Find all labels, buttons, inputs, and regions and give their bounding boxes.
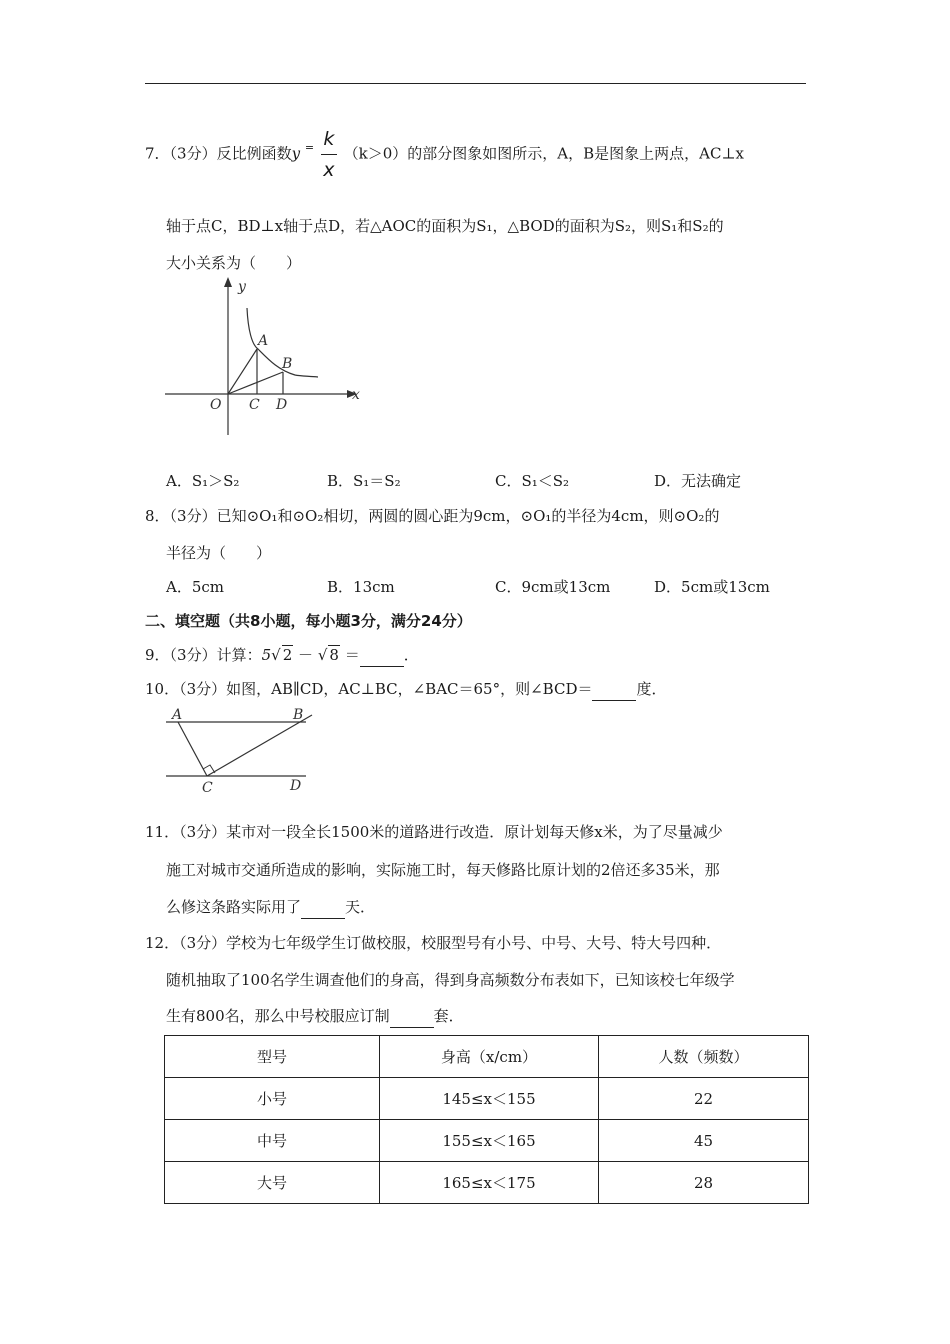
q9-sqrt-sign-b: √ [317, 646, 328, 664]
q7-y-var: y [291, 144, 301, 163]
table-header-cell: 人数（频数） [599, 1036, 809, 1078]
q9-coef: 5 [261, 646, 272, 664]
q11-line2: 施工对城市交通所造成的影响，实际施工时，每天修路比原计划的2倍还多35米，那 [166, 861, 720, 879]
q7-segment-ob [228, 372, 283, 394]
q8-option-c: C．9cm或13cm [495, 578, 611, 596]
q7-line1 [145, 126, 744, 183]
q7-line2: 轴于点C，BD⊥x轴于点D，若△AOC的面积为S₁，△BOD的面积为S₂，则S₁和S₂的 [166, 217, 724, 235]
table-cell: 大号 [165, 1162, 380, 1204]
q8-option-b: B．13cm [327, 578, 395, 596]
table-header-cell: 型号 [165, 1036, 380, 1078]
q7-option-a: A．S₁＞S₂ [166, 472, 240, 490]
q8-line2: 半径为（ ） [166, 544, 272, 562]
q7-label-d: D [276, 397, 288, 413]
q7-y-arrow [224, 277, 232, 287]
q12-answer-blank [390, 1009, 434, 1028]
table-cell: 22 [599, 1078, 809, 1120]
table-row [165, 1162, 809, 1204]
q7-frac-num: k [323, 128, 335, 150]
q10-answer-blank [592, 682, 636, 701]
table-cell: 165≤x＜175 [380, 1162, 599, 1204]
q10-line [145, 678, 667, 701]
q9-stem: 9．（3分）计算： [145, 646, 262, 664]
q11-line3-text: 么修这条路实际用了 [166, 898, 302, 916]
table-cell: 45 [599, 1120, 809, 1162]
table-header-cell: 身高（x/cm） [380, 1036, 599, 1078]
table-header-row [165, 1036, 809, 1078]
q9-sqrt-sign-a: √ [271, 646, 281, 664]
table-cell: 28 [599, 1162, 809, 1204]
q10-label-a: A [172, 707, 183, 723]
table-cell: 155≤x＜165 [380, 1120, 599, 1162]
q7-label-o: O [210, 397, 222, 413]
q7-frac-bar [321, 154, 337, 155]
q8-option-d: D．5cm或13cm [654, 578, 770, 596]
q9-minus: － [298, 646, 314, 664]
q7-segment-oa [228, 349, 257, 394]
q9-equals: ＝ [344, 646, 360, 664]
q7-frac-den: x [323, 159, 335, 181]
q7-label-a: A [258, 333, 269, 349]
q7-label-x: x [352, 387, 360, 403]
q7-option-c: C．S₁＜S₂ [495, 472, 570, 490]
q11-line1: 11．（3分）某市对一段全长1500米的道路进行改造．原计划每天修x米，为了尽量减少 [145, 823, 723, 841]
q7-fraction [321, 126, 337, 183]
table-row [165, 1120, 809, 1162]
q10-segment-bc [207, 715, 312, 776]
q7-option-b: B．S₁＝S₂ [327, 472, 401, 490]
q11-answer-blank [301, 900, 345, 919]
q7-option-d: D．无法确定 [654, 472, 742, 490]
table-cell: 145≤x＜155 [380, 1078, 599, 1120]
q7-eq: = [304, 140, 315, 154]
q12-end: 套． [433, 1007, 464, 1025]
table-cell: 中号 [165, 1120, 380, 1162]
q12-line1: 12．（3分）学校为七年级学生订做校服，校服型号有小号、中号、大号、特大号四种． [145, 934, 722, 952]
q7-label-c: C [249, 397, 260, 413]
q7-figure [160, 275, 370, 440]
q12-line3 [166, 1005, 464, 1028]
q7-label-b: B [282, 356, 293, 372]
header-rule [145, 83, 806, 84]
height-frequency-table [164, 1035, 809, 1204]
section-2-heading: 二、填空题（共8小题，每小题3分，满分24分） [145, 612, 472, 630]
q9-radicand-a: 2 [282, 646, 293, 664]
q10-label-d: D [290, 778, 302, 794]
q7-stem-a: 7．（3分）反比例函数 [145, 144, 292, 163]
q12-line2: 随机抽取了100名学生调查他们的身高，得到身高频数分布表如下，已知该校七年级学 [166, 971, 735, 989]
q10-label-b: B [293, 707, 304, 723]
q7-line3: 大小关系为（ ） [166, 254, 302, 272]
q9-answer-blank [360, 648, 404, 667]
q10-stem: 10．（3分）如图，AB∥CD，AC⊥BC，∠BAC＝65°，则∠BCD＝ [145, 680, 593, 698]
q11-end: 天． [345, 898, 376, 916]
q9-radicand-b: 8 [329, 646, 339, 664]
q11-line3 [166, 896, 375, 919]
q8-line1: 8．（3分）已知⊙O₁和⊙O₂相切，两圆的圆心距为9cm，⊙O₁的半径为4cm，则⊙O₂的 [145, 507, 720, 525]
q7-condition: （k＞0）的部分图象如图所示，A，B是图象上两点，AC⊥x [343, 144, 745, 163]
table-cell: 小号 [165, 1078, 380, 1120]
q12-line3-text: 生有800名，那么中号校服应订制 [166, 1007, 390, 1025]
q9-end: ． [403, 646, 419, 664]
table-row [165, 1078, 809, 1120]
q10-figure [160, 703, 320, 798]
q9-line [145, 644, 419, 667]
q8-option-a: A．5cm [166, 578, 225, 596]
q10-end: 度． [636, 680, 667, 698]
q7-label-y: y [238, 279, 246, 295]
q10-segment-ac [178, 722, 207, 776]
q10-label-c: C [202, 780, 213, 796]
